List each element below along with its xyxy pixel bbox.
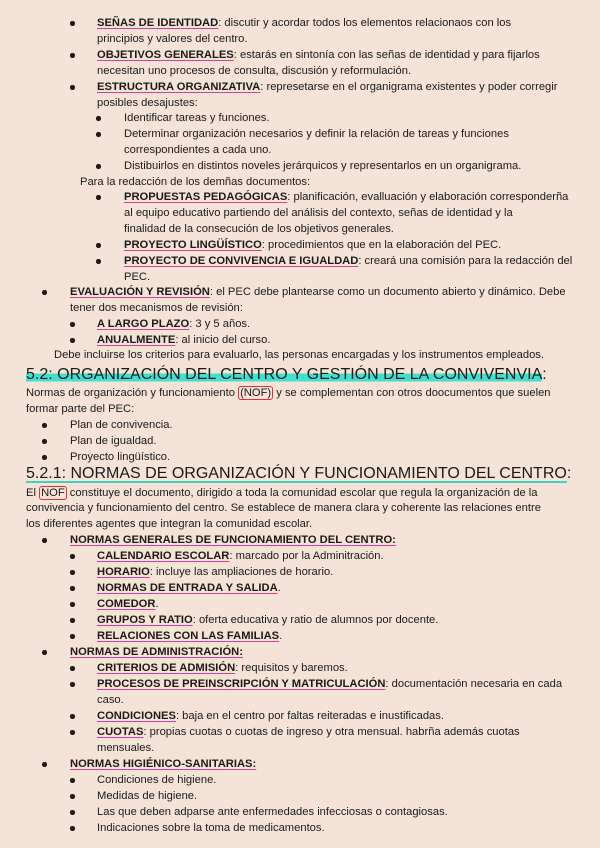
- section-5-2-paragraph-cont: formar parte del PEC:: [26, 403, 135, 415]
- list-item-estructura: ESTRUCTURA ORGANIZATIVA: represetarse en el organigrama existentes y poder corregir: [97, 81, 558, 93]
- list-item-comedor: COMEDOR.: [97, 598, 159, 610]
- list-item: Las que deben adparse ante enfermedades infecciosas o contagiosas.: [97, 806, 448, 818]
- bullet: [70, 338, 75, 343]
- section-heading-5-2-1: 5.2.1: NORMAS DE ORGANIZACIÓN Y FUNCIONAMIENTO DEL CENTRO:: [26, 465, 572, 482]
- list-item-criterios: CRITERIOS DE ADMISIÓN: requisitos y baremos.: [97, 662, 348, 674]
- bullet: [42, 423, 47, 428]
- bullet: [70, 554, 75, 559]
- list-item-senas-cont: principios y valores del centro.: [97, 33, 248, 45]
- bullet: [96, 243, 101, 248]
- list-item-cuotas: CUOTAS: propias cuotas o cuotas de ingreso y otra mensual. habrña además cuotas: [97, 726, 520, 738]
- list-item-evaluacion: EVALUACIÓN Y REVISIÓN: el PEC debe plantearse como un documento abierto y dinámico. Debe: [70, 286, 566, 298]
- bullet: [96, 195, 101, 200]
- bullet: [70, 53, 75, 58]
- list-item: Condiciones de higiene.: [97, 774, 217, 786]
- list-item-estructura-cont: posibles desajustes:: [97, 97, 198, 109]
- bullet: [42, 650, 47, 655]
- criterios-line: Debe incluirse los criterios para evaluarlo, las personas encargadas y los instrumentos empleados.: [54, 349, 545, 361]
- bullet: [96, 132, 101, 137]
- bullet: [70, 682, 75, 687]
- bullet: [70, 634, 75, 639]
- bullet: [42, 762, 47, 767]
- bullet: [70, 85, 75, 90]
- bullet: [42, 538, 47, 543]
- bullet: [70, 714, 75, 719]
- bullet: [42, 455, 47, 460]
- list-item-propuestas-cont: finalidad de la consecución de los objetivos generales.: [124, 223, 394, 235]
- list-item-condiciones: CONDICIONES: baja en el centro por faltas reiteradas e inustificadas.: [97, 710, 444, 722]
- bullet: [70, 810, 75, 815]
- list-item-proyecto-convivencia: PROYECTO DE CONVIVENCIA E IGUALDAD: creará una comisión para la redacción del: [124, 255, 573, 267]
- list-item-evaluacion-cont: tener dos mecanismos de revisión:: [70, 302, 243, 314]
- list-item: Indicaciones sobre la toma de medicamentos.: [97, 822, 325, 834]
- list-item-calendario: CALENDARIO ESCOLAR: marcado por la Adminitración.: [97, 550, 384, 562]
- section-5-2-1-paragraph: El NOF constituye el documento, dirigido a toda la comunidad escolar que regula la organización de la: [26, 487, 538, 499]
- bullet: [70, 666, 75, 671]
- list-item-objetivos: OBJETIVOS GENERALES: estarás en sintonía con las señas de identidad y para fijarlos: [97, 49, 540, 61]
- bullet: [70, 570, 75, 575]
- sub-item: Identificar tareas y funciones.: [124, 112, 270, 124]
- list-item-entrada-salida: NORMAS DE ENTRADA Y SALIDA.: [97, 582, 281, 594]
- bullet: [70, 826, 75, 831]
- list-item-procesos-cont: caso.: [97, 694, 124, 706]
- bullet: [70, 794, 75, 799]
- list-item: Plan de convivencia.: [70, 419, 173, 431]
- sub-item-anualmente: ANUALMENTE: al inicio del curso.: [97, 334, 271, 346]
- normas-higienico-title: NORMAS HIGIÉNICO-SANITARIAS:: [70, 758, 257, 770]
- section-5-2-paragraph: Normas de organización y funcionamiento (NOF) y se complementan con otros doocumentos que suelen: [26, 387, 551, 399]
- bullet: [96, 116, 101, 121]
- section-heading-5-2: 5.2: ORGANIZACIÓN DEL CENTRO Y GESTIÓN DE LA CONVIVENVIA:: [26, 366, 547, 383]
- normas-administracion-title: NORMAS DE ADMINISTRACIÓN:: [70, 646, 243, 658]
- bullet: [70, 730, 75, 735]
- sub-item-cont: correspondientes a cada uno.: [124, 144, 272, 156]
- list-item-propuestas-cont: al equipo educativo partiendo del análisis del contexto, señas de identidad y la: [124, 207, 513, 219]
- bullet: [70, 322, 75, 327]
- section-5-2-1-paragraph-cont: convivencia y funcionamiento del centro. Se establece de manera clara y coherente las relaciones entre: [26, 502, 541, 514]
- list-item-familias: RELACIONES CON LAS FAMILIAS.: [97, 630, 283, 642]
- list-item-proyecto-linguistico: PROYECTO LINGÜÍSTICO: procedimientos que en la elaboración del PEC.: [124, 239, 502, 251]
- sub-item: Determinar organización necesarios y definir la relación de tareas y funciones: [124, 128, 509, 140]
- normas-generales-title: NORMAS GENERALES DE FUNCIONAMIENTO DEL CENTRO:: [70, 534, 396, 546]
- bullet: [70, 602, 75, 607]
- bullet: [70, 778, 75, 783]
- redaccion-intro: Para la redacción de los demñas documentos:: [80, 176, 311, 188]
- bullet: [70, 21, 75, 26]
- list-item-horario: HORARIO: incluye las ampliaciones de horario.: [97, 566, 334, 578]
- bullet: [70, 618, 75, 623]
- bullet: [70, 586, 75, 591]
- list-item: Plan de igualdad.: [70, 435, 157, 447]
- list-item-propuestas: PROPUESTAS PEDAGÓGICAS: planificación, evalluación y elaboración corresponderña: [124, 191, 569, 203]
- list-item-cuotas-cont: mensuales.: [97, 742, 155, 754]
- list-item-procesos: PROCESOS DE PREINSCRIPCIÓN Y MATRICULACIÓN: documentación necesaria en cada: [97, 678, 563, 690]
- list-item-proyecto-convivencia-cont: PEC.: [124, 271, 151, 283]
- bullet: [42, 290, 47, 295]
- list-item-senas: SEÑAS DE IDENTIDAD: discutir y acordar todos los elementos relacionaos con los: [97, 17, 512, 29]
- sub-item: Distibuirlos en distintos noveles jerárquicos y representarlos en un organigrama.: [124, 160, 522, 172]
- list-item-objetivos-cont: necesitan uno procesos de consulta, discusión y reformulación.: [97, 65, 412, 77]
- bullet: [96, 164, 101, 169]
- list-item: Medidas de higiene.: [97, 790, 198, 802]
- bullet: [96, 259, 101, 264]
- list-item-grupos: GRUPOS Y RATIO: oferta educativa y ratio de alumnos por docente.: [97, 614, 439, 626]
- section-5-2-1-paragraph-cont: los diferentes agentes que integran la comunidad escolar.: [26, 518, 313, 530]
- bullet: [42, 439, 47, 444]
- list-item: Proyecto lingüístico.: [70, 451, 171, 463]
- sub-item-largo-plazo: A LARGO PLAZO: 3 y 5 años.: [97, 318, 251, 330]
